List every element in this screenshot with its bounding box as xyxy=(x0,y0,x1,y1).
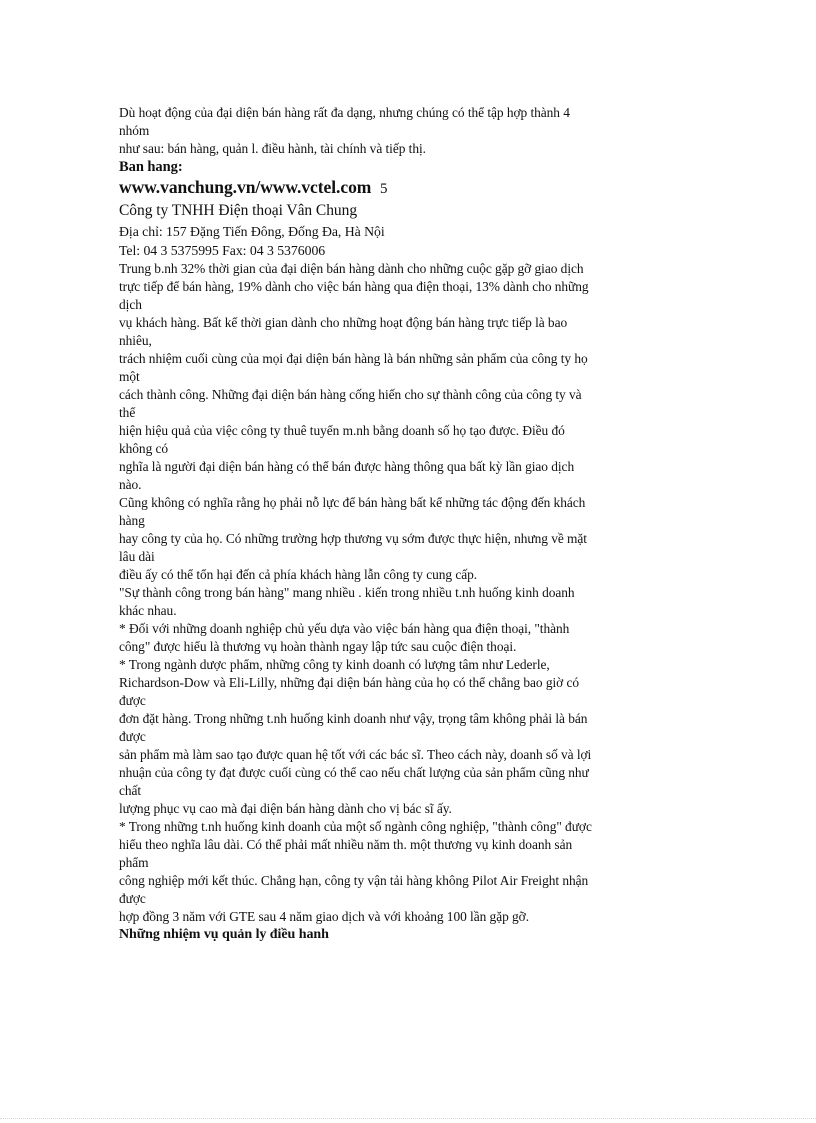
text-line: được xyxy=(119,729,146,744)
text-line: một xyxy=(119,369,140,384)
text-line: nào. xyxy=(119,477,142,492)
text-line: hàng xyxy=(119,513,145,528)
page-number: 5 xyxy=(379,181,388,197)
company-name: Công ty TNHH Điện thoại Vân Chung xyxy=(119,202,358,219)
text-line: nhiêu, xyxy=(119,333,152,348)
text-line: trách nhiệm cuối cùng của mọi đại diện bán hàng là bán những sản phẩm của công ty họ xyxy=(119,351,588,366)
page-bottom-border xyxy=(0,1118,816,1120)
text-line: nghĩa là người đại diện bán hàng có thể bán được hàng thông qua bất kỳ lần giao dịch xyxy=(119,459,575,474)
section-heading: Ban hang: xyxy=(119,159,183,175)
text-line: đơn đặt hàng. Trong những t.nh huống kinh doanh như vậy, trọng tâm không phải là bán xyxy=(119,711,588,726)
text-line: công nghiệp mới kết thúc. Chẳng hạn, công ty vận tải hàng không Pilot Air Freight nhận xyxy=(119,873,589,888)
text-line: "Sự thành công trong bán hàng" mang nhiều . kiến trong nhiều t.nh huống kinh doanh xyxy=(119,585,575,600)
text-line: được xyxy=(119,693,146,708)
website-url: www.vanchung.vn/www.vctel.com xyxy=(119,177,372,197)
company-address: Địa chỉ: 157 Đặng Tiến Đông, Đống Đa, Hà Nội xyxy=(119,224,385,239)
text-line: được xyxy=(119,891,146,906)
text-line: vụ khách hàng. Bất kể thời gian dành cho những hoạt động bán hàng trực tiếp là bao xyxy=(119,315,568,330)
text-line: chất xyxy=(119,783,142,798)
text-line: nhuận của công ty đạt được cuối cùng có thể cao nếu chất lượng của sản phẩm cũng như xyxy=(119,765,589,780)
website-line xyxy=(119,176,699,200)
text-line: điều ấy có thể tổn hại đến cả phía khách hàng lẫn công ty cung cấp. xyxy=(119,567,478,582)
text-line: lượng phục vụ cao mà đại diện bán hàng dành cho vị bác sĩ ấy. xyxy=(119,801,452,816)
section-heading: Những nhiệm vụ quản ly điều hanh xyxy=(119,927,329,942)
document-body xyxy=(119,104,699,944)
text-line: * Trong ngành dược phẩm, những công ty kinh doanh có lượng tâm như Lederle, xyxy=(119,657,550,672)
text-line: hay công ty của họ. Có những trường hợp thương vụ sớm được thực hiện, nhưng về mặt xyxy=(119,531,587,546)
text-line: nhóm xyxy=(119,123,150,138)
company-phone: Tel: 04 3 5375995 Fax: 04 3 5376006 xyxy=(119,243,326,258)
text-line: phẩm xyxy=(119,855,149,870)
text-line: Cũng không có nghĩa rằng họ phải nỗ lực để bán hàng bất kể những tác động đến khách xyxy=(119,495,586,510)
text-line: hợp đồng 3 năm với GTE sau 4 năm giao dịch và với khoảng 100 lần gặp gỡ. xyxy=(119,909,530,924)
text-line: * Đối với những doanh nghiệp chủ yếu dựa vào việc bán hàng qua điện thoại, "thành xyxy=(119,621,570,636)
text-line: không có xyxy=(119,441,169,456)
text-line: * Trong những t.nh huống kinh doanh của một số ngành công nghiệp, "thành công" được xyxy=(119,819,592,834)
text-line: Trung b.nh 32% thời gian của đại diện bán hàng dành cho những cuộc gặp gỡ giao dịch xyxy=(119,261,584,276)
text-line: như sau: bán hàng, quản l. điều hành, tài chính và tiếp thị. xyxy=(119,141,426,156)
text-line: khác nhau. xyxy=(119,603,177,618)
text-line: sản phẩm mà làm sao tạo được quan hệ tốt với các bác sĩ. Theo cách này, doanh số và lợi xyxy=(119,747,592,762)
text-line: hiện hiệu quả của việc công ty thuê tuyển m.nh bằng doanh số họ tạo được. Điều đó xyxy=(119,423,565,438)
text-line: lâu dài xyxy=(119,549,155,564)
text-line: hiểu theo nghĩa lâu dài. Có thể phải mất nhiều năm th. một thương vụ kinh doanh sản xyxy=(119,837,573,852)
text-line: cách thành công. Những đại diện bán hàng cống hiến cho sự thành công của công ty và xyxy=(119,387,582,402)
text-line: Dù hoạt động của đại diện bán hàng rất đa dạng, nhưng chúng có thể tập hợp thành 4 xyxy=(119,105,570,120)
text-line: dịch xyxy=(119,297,142,312)
text-line: trực tiếp để bán hàng, 19% dành cho việc bán hàng qua điện thoại, 13% dành cho những xyxy=(119,279,589,294)
text-line: công" được hiểu là thương vụ hoàn thành ngay lập tức sau cuộc điện thoại. xyxy=(119,639,517,654)
text-line: thể xyxy=(119,405,136,420)
text-line: Richardson-Dow và Eli-Lilly, những đại diện bán hàng của họ có thể chẳng bao giờ có xyxy=(119,675,580,690)
